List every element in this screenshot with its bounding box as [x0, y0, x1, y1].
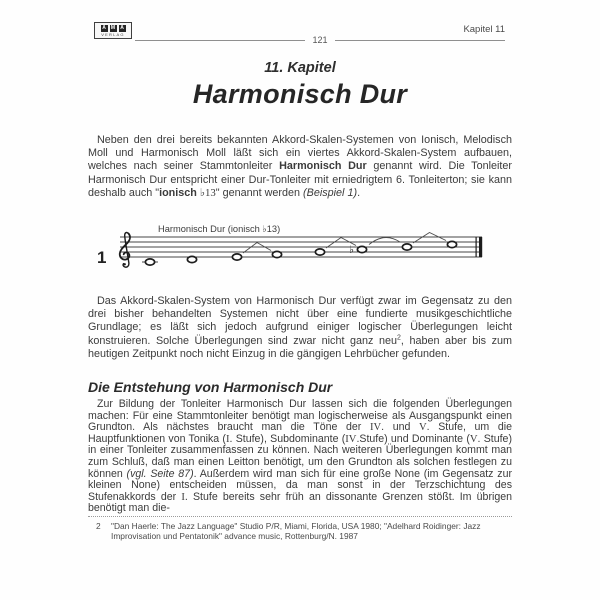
section-heading: Die Entstehung von Harmonisch Dur [88, 379, 333, 395]
treble-clef-icon [120, 233, 130, 268]
text-run: V [469, 433, 478, 445]
text-run: .Stufe) und Dominante ( [356, 432, 470, 445]
whole-note [402, 244, 411, 250]
text-run: IV [345, 433, 357, 445]
whole-note [357, 246, 366, 252]
text-run: . Stufe, um die Hauptfunktionen von Tonika ( [88, 421, 512, 445]
whole-note [447, 241, 456, 247]
text-run: . und [381, 421, 419, 434]
logo-letter: M [110, 24, 116, 31]
page-number: 121 [312, 35, 328, 45]
flat-sign: ♭ [349, 244, 354, 257]
text-run: Harmonisch Dur [279, 160, 367, 173]
text-run: . Stufe), Subdominante ( [229, 432, 346, 445]
page-title: Harmonisch Dur [192, 79, 408, 109]
whole-note [272, 251, 281, 257]
text-run: ♭13 [199, 186, 216, 199]
footnote-marker: 2 [96, 521, 101, 531]
text-run: V [419, 422, 427, 434]
text-run: Neben den drei bereits bekannten Akkord-Skalen-Systemen von Ionisch, Melodisch Moll und Harmonisch Moll läßt sich ein viertes Akkord-Skalen-System aufbauen, welches nach seiner Stammtonleiter [88, 134, 512, 173]
chapter-kicker: 11. Kapitel [264, 60, 336, 76]
whole-note [315, 249, 324, 255]
text-run: (Beispiel 1) [303, 186, 358, 199]
text-run: I [225, 433, 230, 445]
example-number: 1 [97, 248, 107, 267]
header-rule [135, 36, 505, 45]
example-label: Harmonisch Dur (ionisch ♭13) [158, 224, 281, 234]
paragraph-intro [88, 134, 512, 200]
staff-lines [120, 237, 482, 257]
text-run: , haben aber bis zum heutigen Zeitpunkt noch nicht Einzug in die gängigen Lehrbücher gefunden. [88, 334, 512, 360]
text-run: . [357, 186, 361, 199]
logo-letters [101, 25, 126, 32]
music-staff-svg [88, 221, 512, 285]
ama-verlag-logo [94, 22, 132, 39]
text-run: IV [369, 422, 382, 434]
footnote-rule [88, 516, 512, 517]
text-run: " genannt werden [215, 186, 304, 199]
logo-letter: A [102, 24, 106, 31]
half-step-mark [413, 233, 446, 244]
text-run: . Außerdem wird man sich für eine große None (im Gegensatz zur kleinen None) entscheiden müssen, da man sonst in der Terzschichtung des Stufenakkords der [88, 467, 512, 503]
half-step-mark [243, 243, 271, 254]
paragraph-entstehung [88, 399, 512, 515]
whole-note [232, 254, 241, 260]
logo-subtext: VERLAG [101, 31, 125, 37]
text-run: genannt wird. Die Tonleiter Harmonisch Dur entspricht einer Dur-Tonleiter mit erniedrigtem 6. Tonleiterton; sie kann deshalb auch " [88, 160, 512, 199]
text-run: Zur Bildung der Tonleiter Harmonisch Dur lassen sich die folgenden Überlegungen machen: Für eine Stammtonleiter benötigt man logischerweise als Ausgangspunkt einen Grundton. Als nächstes braucht man die Töne der [88, 398, 512, 434]
slur-arc [369, 238, 400, 245]
footnote [96, 521, 508, 542]
chapter-label: Kapitel 11 [463, 24, 505, 35]
text-run: . Stufe) in einer Tonleiter zusammenfassen zu können. Nach weiteren Überlegungen kommt man zum Schluß, daß man einen Leitton benötigt, um den Grundton als solchen festlegen zu können [88, 432, 512, 480]
text-run: 2 [397, 334, 401, 342]
header-rule-left [135, 40, 305, 41]
text-run: I [181, 491, 185, 503]
logo-letter: A [120, 24, 124, 31]
whole-note [145, 259, 154, 265]
text-run: (vgl. Seite 87) [126, 467, 194, 480]
footnote-text: "Dan Haerle: The Jazz Language" Studio P/R, Miami, Florida, USA 1980; "Adelhard Roidinger: Jazz Improvisation und Pentatonik" advance music, Rottenburg/N. 1987 [111, 521, 481, 542]
text-run: . Stufe bereits sehr früh an dissonante Grenzen stößt. Im übrigen benötigt man die- [88, 490, 512, 515]
text-run: Das Akkord-Skalen-System von Harmonisch Dur verfügt zwar im Gegensatz zu den drei bisher behandelten Systemen nicht über eine fundierte musikgeschichtliche Grundlage; es läßt sich jedoch aufgrund einiger logischer Überlegungen leicht konstruieren. Solche Überlegungen sind zwar nicht ganz neu [88, 295, 512, 347]
text-run: ionisch [159, 186, 197, 199]
paragraph-system [88, 295, 512, 361]
whole-note [187, 256, 196, 262]
music-example [88, 221, 512, 285]
header-rule-right [335, 40, 505, 41]
